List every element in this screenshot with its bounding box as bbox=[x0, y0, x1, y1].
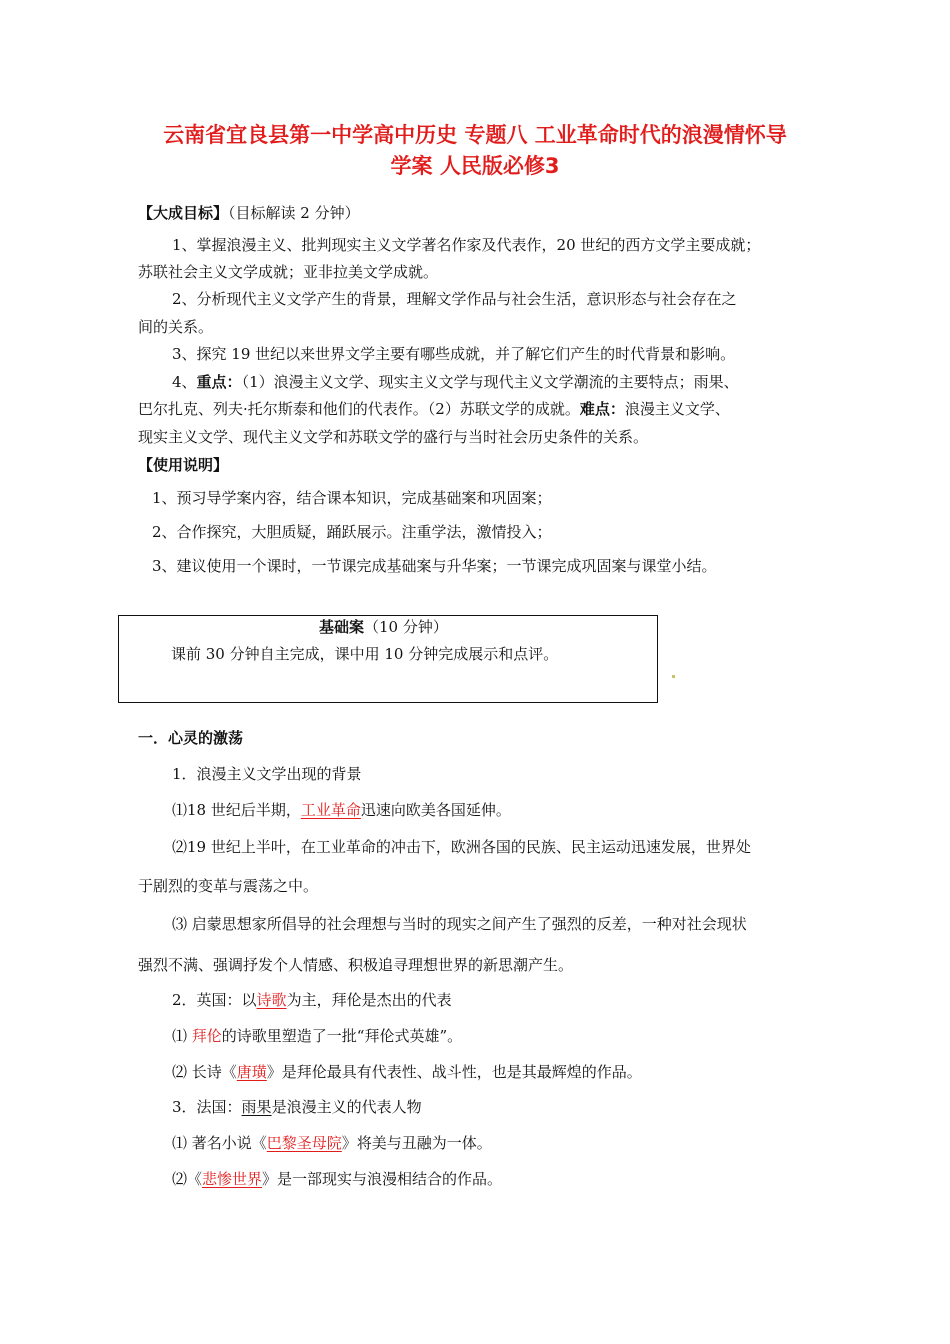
fill-in-answer: 雨果 bbox=[241, 1098, 272, 1116]
goal-4-line-2-a: 巴尔扎克、列夫·托尔斯泰和他们的代表作。（2）苏联文学的成就。 bbox=[138, 400, 580, 418]
background-point-3-line-1: ⑶ 启蒙思想家所倡导的社会理想与当时的现实之间产生了强烈的反差，一种对社会现状 bbox=[172, 915, 747, 933]
france-point-2 bbox=[172, 1169, 502, 1189]
usage-item-3: 3、建议使用一个课时，一节课完成基础案与升华案；一节课完成巩固案与课堂小结。 bbox=[152, 557, 717, 575]
fill-in-answer: 唐璜 bbox=[236, 1063, 267, 1081]
basic-plan-text: 课前 30 分钟自主完成，课中用 10 分钟完成展示和点评。 bbox=[171, 645, 559, 663]
key-points-label: 重点： bbox=[196, 373, 242, 391]
background-point-1 bbox=[172, 800, 511, 820]
text-segment: 》是拜伦最具有代表性、战斗性，也是其最辉煌的作品。 bbox=[266, 1063, 642, 1081]
goals-heading-note: （目标解读 2 分钟） bbox=[228, 204, 360, 222]
fill-in-answer: 工业革命 bbox=[300, 801, 361, 819]
goals-heading-row bbox=[138, 203, 360, 223]
basic-plan-box bbox=[118, 615, 658, 703]
usage-item-1: 1、预习导学案内容，结合课本知识，完成基础案和巩固案； bbox=[152, 489, 552, 507]
fill-in-answer: 诗歌 bbox=[256, 991, 287, 1009]
text-segment: ⑴ bbox=[172, 1027, 192, 1045]
basic-plan-title-bold: 基础案 bbox=[319, 618, 365, 636]
text-segment: ⑵《 bbox=[172, 1170, 203, 1188]
document-title bbox=[110, 120, 840, 182]
text-segment: ⑴18 世纪后半期， bbox=[172, 801, 301, 819]
text-segment: ⑴ 著名小说《 bbox=[172, 1134, 267, 1152]
text-segment: ⑵ 长诗《 bbox=[172, 1063, 237, 1081]
section-1-heading: 一．心灵的激荡 bbox=[138, 729, 244, 747]
goal-1-line-2: 苏联社会主义文学成就；亚非拉美文学成就。 bbox=[138, 263, 439, 281]
title-line-1: 云南省宜良县第一中学高中历史 专题八 工业革命时代的浪漫情怀导 bbox=[163, 123, 787, 147]
goal-4-line-2-b: 浪漫主义文学、 bbox=[624, 400, 730, 418]
background-point-3-line-2: 强烈不满、强调抒发个人情感、积极追寻理想世界的新思潮产生。 bbox=[138, 956, 574, 974]
usage-heading: 【使用说明】 bbox=[138, 456, 229, 474]
goal-3: 3、探究 19 世纪以来世界文学主要有哪些成就，并了解它们产生的时代背景和影响。 bbox=[172, 345, 736, 363]
text-segment: 是浪漫主义的代表人物 bbox=[271, 1098, 422, 1116]
text-segment: 》是一部现实与浪漫相结合的作品。 bbox=[262, 1170, 503, 1188]
goal-1-line-1: 1、掌握浪漫主义、批判现实主义文学著名作家及代表作，20 世纪的西方文学主要成就； bbox=[172, 236, 761, 254]
background-point-2-line-2: 于剧烈的变革与震荡之中。 bbox=[138, 877, 319, 895]
text-segment: 3．法国： bbox=[172, 1098, 242, 1116]
goal-4-line-1-text: （1）浪漫主义文学、现实主义文学与现代主义文学潮流的主要特点；雨果、 bbox=[241, 373, 739, 391]
text-segment: 迅速向欧美各国延伸。 bbox=[360, 801, 511, 819]
france-point-1 bbox=[172, 1133, 492, 1153]
text-segment: 为主，拜伦是杰出的代表 bbox=[286, 991, 452, 1009]
text-segment: 》将美与丑融为一体。 bbox=[341, 1134, 492, 1152]
title-line-2: 学案 人民版必修3 bbox=[390, 154, 560, 178]
basic-plan-title bbox=[319, 617, 448, 637]
fill-in-answer: 拜伦 bbox=[191, 1027, 222, 1045]
goal-4-prefix: 4、 bbox=[172, 373, 197, 391]
basic-plan-title-note: （10 分钟） bbox=[364, 618, 448, 636]
goal-2-line-2: 间的关系。 bbox=[138, 318, 214, 336]
section-1-item-2 bbox=[172, 990, 452, 1010]
goal-2-line-1: 2、分析现代主义文学产生的背景，理解文学作品与社会生活，意识形态与社会存在之 bbox=[172, 290, 737, 308]
england-point-2 bbox=[172, 1062, 642, 1082]
section-1-item-1: 1．浪漫主义文学出现的背景 bbox=[172, 765, 362, 783]
text-segment: 2．英国：以 bbox=[172, 991, 257, 1009]
fill-in-answer: 巴黎圣母院 bbox=[266, 1134, 342, 1152]
england-point-1 bbox=[172, 1026, 462, 1046]
goals-heading: 【大成目标】 bbox=[138, 204, 229, 222]
usage-item-2: 2、合作探究，大胆质疑，踊跃展示。注重学法，激情投入； bbox=[152, 523, 552, 541]
text-segment: 的诗歌里塑造了一批“拜伦式英雄”。 bbox=[221, 1027, 463, 1045]
section-1-item-3 bbox=[172, 1097, 422, 1117]
goal-4-line-3: 现实主义文学、现代主义文学和苏联文学的盛行与当时社会历史条件的关系。 bbox=[138, 428, 649, 446]
goal-4-line-2 bbox=[138, 399, 730, 419]
fill-in-answer: 悲惨世界 bbox=[202, 1170, 263, 1188]
goal-4-line-1 bbox=[172, 372, 739, 392]
difficult-points-label: 难点： bbox=[579, 400, 625, 418]
decorative-dot bbox=[672, 675, 675, 678]
background-point-2-line-1: ⑵19 世纪上半叶，在工业革命的冲击下，欧洲各国的民族、民主运动迅速发展，世界处 bbox=[172, 838, 751, 856]
